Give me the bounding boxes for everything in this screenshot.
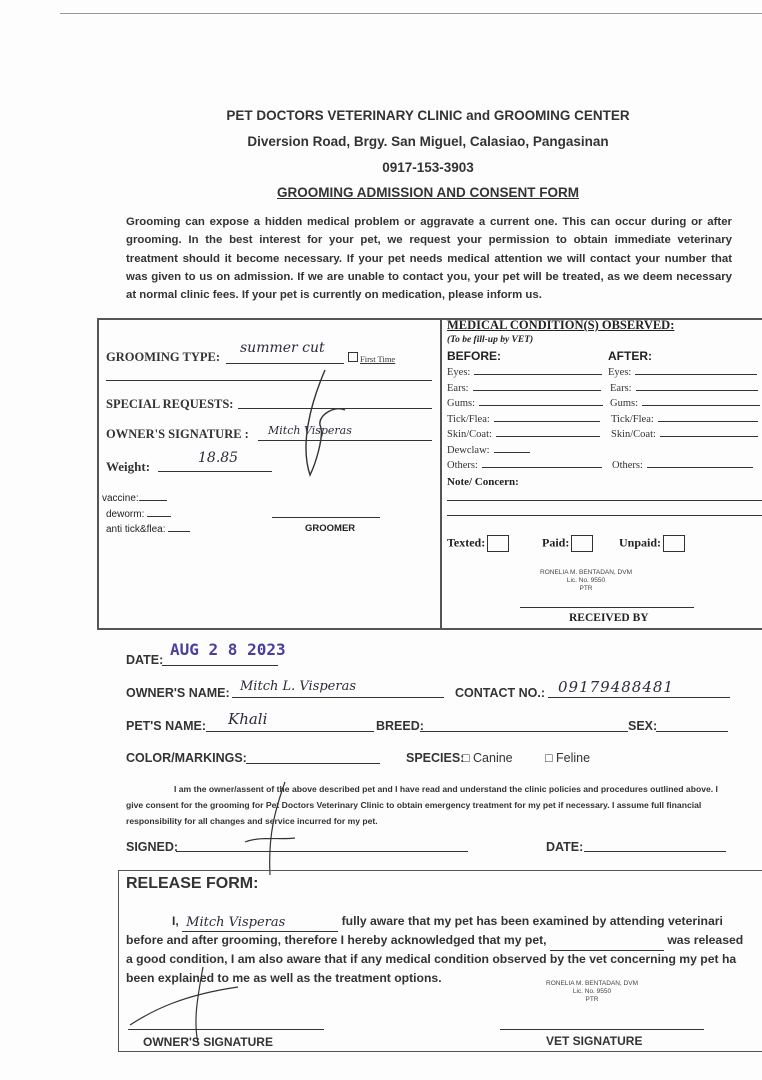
contact-label: CONTACT NO.:	[455, 686, 546, 700]
release-vet-stamp	[546, 980, 638, 1004]
release-title: RELEASE FORM:	[126, 875, 259, 892]
canine-option[interactable]: □ Canine	[462, 751, 513, 765]
breed-field[interactable]	[420, 716, 628, 732]
before-ears[interactable]: Ears:	[447, 383, 601, 394]
clinic-name: PET DOCTORS VETERINARY CLINIC and GROOMING CENTER	[226, 108, 630, 123]
consent-paragraph: I am the owner/assent of the above described pet and I have read and understand the clinic policies and procedures outlined above. I give consent for the grooming for Pet Doctors Veterinary Clinic to obtain emergency treatment for my pet if necessary. I assume full financial responsibility for all changes and service incurred for my pet.	[126, 784, 718, 826]
feline-option[interactable]: □ Feline	[545, 751, 591, 765]
sex-label: SEX:	[628, 719, 658, 733]
before-others[interactable]: Others:	[447, 460, 602, 471]
received-by-label: RECEIVED BY	[569, 612, 649, 624]
signed-date-field[interactable]	[584, 836, 726, 852]
owner-name-label: OWNER'S NAME:	[126, 686, 230, 700]
texted-label: Texted:	[447, 535, 509, 552]
medical-title: MEDICAL CONDITION(S) OBSERVED:	[447, 318, 675, 332]
before-gums[interactable]: Gums:	[447, 398, 603, 409]
owner-signature-value: Mitch Visperas	[268, 424, 352, 437]
scan-edge-line	[60, 13, 762, 14]
after-ears[interactable]: Ears:	[610, 383, 758, 394]
release-owner-signature-line[interactable]	[128, 1029, 324, 1030]
clinic-address: Diversion Road, Brgy. San Miguel, Calasiao, Pangasinan	[247, 134, 609, 149]
after-skincoat[interactable]: Skin/Coat:	[611, 429, 758, 440]
vet-stamp-ptr: PTR	[579, 585, 593, 592]
after-others[interactable]: Others:	[612, 460, 753, 471]
release-owner-signature-label: OWNER'S SIGNATURE	[143, 1035, 273, 1049]
release-vet-signature-line[interactable]	[500, 1029, 704, 1030]
vet-stamp-lic: Lic. No. 9550	[566, 577, 606, 584]
clinic-phone: 0917-153-3903	[382, 160, 474, 175]
paid-label: Paid:	[542, 535, 593, 552]
after-gums[interactable]: Gums:	[610, 398, 760, 409]
release-vet-stamp-lic: Lic. No. 9550	[572, 988, 612, 995]
before-tickflea[interactable]: Tick/Flea:	[447, 414, 600, 425]
pet-name-value: Khali	[228, 710, 268, 728]
medical-subtitle: (To be fill-up by VET)	[447, 335, 534, 345]
release-line-3: a good condition, I am also aware that if any medical condition observed by the vet concerning my pet ha	[126, 952, 737, 966]
groomer-label: GROOMER	[305, 523, 356, 534]
release-owner-field[interactable]	[182, 914, 338, 932]
sex-field[interactable]	[656, 716, 728, 732]
breed-label: BREED:	[376, 719, 424, 733]
first-time-checkbox[interactable]	[348, 352, 358, 362]
signed-field[interactable]	[176, 836, 468, 852]
note-concern-label: Note/ Concern:	[447, 476, 519, 488]
first-time-label: First Time	[360, 354, 396, 364]
weight-label: Weight:	[106, 459, 151, 474]
texted-checkbox[interactable]	[487, 535, 509, 552]
groomer-signature-line[interactable]	[272, 517, 380, 518]
before-label: BEFORE:	[447, 349, 501, 363]
release-line-4: been explained to me as well as the treatment options.	[126, 971, 442, 985]
deworm-label: deworm:	[106, 509, 171, 520]
grooming-type-extra-line	[106, 380, 432, 381]
note-line-1[interactable]	[447, 500, 762, 501]
color-markings-field[interactable]	[246, 748, 380, 764]
grooming-type-label: GROOMING TYPE:	[106, 350, 221, 364]
release-vet-stamp-ptr: PTR	[585, 996, 599, 1003]
vet-stamp	[540, 569, 632, 593]
date-stamp: AUG 2 8 2023	[170, 640, 286, 659]
unpaid-checkbox[interactable]	[663, 535, 685, 552]
consent-signature-scribble	[240, 780, 300, 880]
note-line-2[interactable]	[447, 515, 762, 516]
release-line-1: I, Mitch Visperas fully aware that my pet has been examined by attending veterinari	[172, 912, 762, 932]
release-line-2: before and after grooming, therefore I hereby acknowledged that my pet, was released	[126, 931, 762, 951]
date-label: DATE:	[126, 653, 164, 667]
before-dewclaw[interactable]: Dewclaw:	[447, 445, 530, 456]
unpaid-label: Unpaid:	[619, 535, 685, 552]
after-eyes[interactable]: Eyes:	[608, 367, 757, 378]
pet-name-label: PET'S NAME:	[126, 719, 207, 733]
form-title: GROOMING ADMISSION AND CONSENT FORM	[277, 185, 579, 200]
release-vet-signature-label: VET SIGNATURE	[546, 1034, 643, 1048]
intro-paragraph: Grooming can expose a hidden medical problem or aggravate a current one. This can occur during or after grooming. In the best interest for your pet, we request your permission to obtain immediate veterinary treatment should it become necessary. If your pet needs medical attention we will contact your number that was given to us on admission. If we are unable to contact you, your pet will be treated, as we deem necessary at normal clinic fees. If your pet is currently on medication, please inform us.	[126, 216, 732, 302]
received-by-line[interactable]	[520, 607, 694, 608]
release-signature-scribble	[128, 965, 248, 1045]
release-pet-field[interactable]	[550, 937, 664, 951]
signature-scribble	[280, 365, 360, 485]
signed-date-label: DATE:	[546, 840, 584, 854]
signed-label: SIGNED:	[126, 840, 179, 854]
color-markings-label: COLOR/MARKINGS:	[126, 751, 247, 765]
before-skincoat[interactable]: Skin/Coat:	[447, 429, 600, 440]
after-label: AFTER:	[608, 349, 652, 363]
after-tickflea[interactable]: Tick/Flea:	[611, 414, 758, 425]
release-vet-stamp-name: RONELIA M. BENTADAN, DVM	[546, 980, 638, 987]
vaccine-label: vaccine:	[102, 493, 167, 504]
grooming-type-value: summer cut	[240, 340, 325, 356]
release-owner-value: Mitch Visperas	[186, 914, 286, 930]
vet-stamp-name: RONELIA M. BENTADAN, DVM	[540, 569, 632, 576]
contact-value: 09179488481	[558, 678, 674, 696]
antitick-label: anti tick&flea:	[106, 524, 190, 535]
owner-name-value: Mitch L. Visperas	[240, 679, 357, 694]
special-requests-label: SPECIAL REQUESTS:	[106, 397, 234, 411]
weight-value: 18.85	[198, 450, 239, 466]
owner-signature-label: OWNER'S SIGNATURE :	[106, 427, 249, 441]
before-eyes[interactable]: Eyes:	[447, 367, 602, 378]
paid-checkbox[interactable]	[571, 535, 593, 552]
species-label: SPECIES:	[406, 751, 465, 765]
